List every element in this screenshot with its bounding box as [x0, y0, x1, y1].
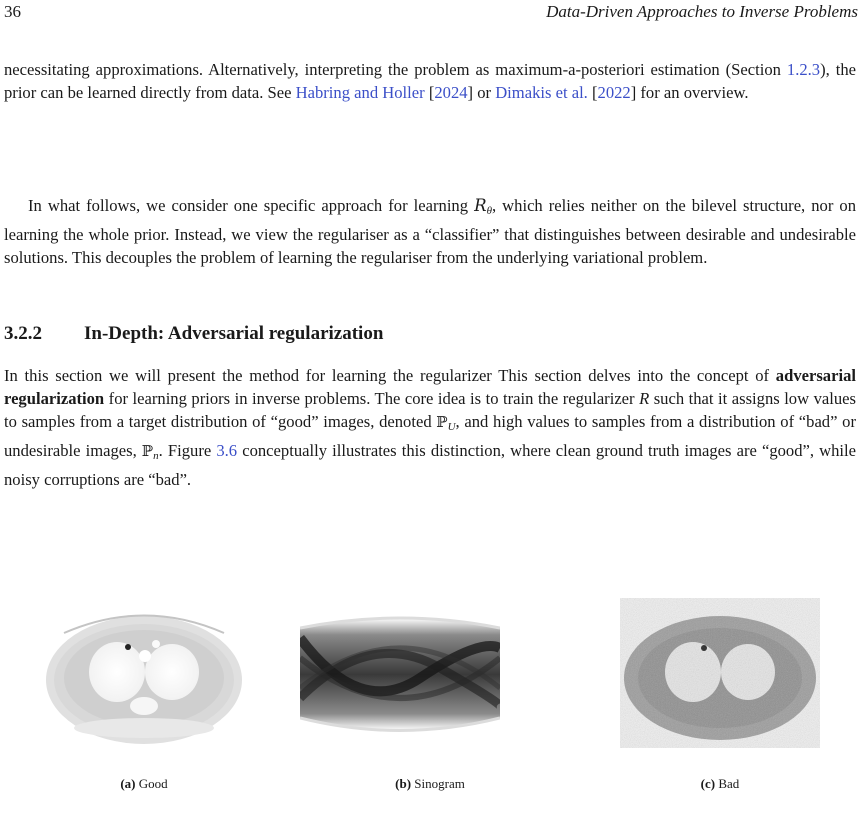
text-span: ] or — [467, 83, 496, 102]
figure-bad-noisy-image — [620, 598, 820, 748]
math-symbol-P: ℙ — [141, 442, 154, 460]
text-span: In what follows, we consider one specific approach for learning — [28, 196, 475, 215]
text-span: for learning priors in inverse problems. The core idea is to train the regularizer — [104, 389, 640, 408]
math-subscript-U: U — [447, 421, 456, 433]
text-span: In this section we will present the method for learning the regularizer This section delves into the concept of — [4, 366, 776, 385]
math-symbol-R: R — [639, 389, 650, 408]
caption-b — [330, 776, 530, 792]
text-span: . Figure — [158, 441, 217, 460]
citation-habring-year-link[interactable]: 2024 — [434, 83, 468, 102]
math-subscript-theta: θ — [486, 205, 492, 217]
caption-a — [44, 776, 244, 792]
paragraph-1 — [4, 58, 856, 104]
text-span: such that it assigns low values to samples from a target distribution of “good” images, denoted — [4, 389, 856, 431]
section-ref-link[interactable]: 1.2.3 — [786, 60, 821, 79]
caption-label: (b) — [395, 776, 412, 791]
figure-ref-link[interactable]: 3.6 — [216, 441, 238, 460]
text-span: [ — [587, 83, 598, 102]
figure-sinogram-image — [300, 598, 500, 748]
bold-term: adversarial regularization — [4, 366, 856, 408]
text-span: , which relies neither on the bilevel structure, nor on learning the whole prior. Instead, we view the regulariser as a “classifier” that distinguishes between desirable and undesirable solutions. This decouples the problem of learning the regulariser from the underlying variational problem. — [4, 196, 857, 267]
running-title: Data-Driven Approaches to Inverse Problems — [546, 2, 858, 21]
section-title: In-Depth: Adversarial regularization — [84, 323, 384, 344]
paragraph-3 — [4, 364, 856, 491]
caption-label: (a) — [120, 776, 136, 791]
text-span: necessitating approximations. Alternatively, interpreting the problem as maximum-a-posteriori estimation (Section — [4, 60, 787, 79]
page-header — [0, 2, 862, 26]
citation-dimakis-year-link[interactable]: 2022 — [597, 83, 631, 102]
page-number: 36 — [4, 2, 21, 21]
paragraph-2 — [4, 194, 856, 269]
caption-label: (c) — [700, 776, 716, 791]
section-heading — [4, 323, 383, 345]
caption-text: Good — [138, 776, 168, 791]
text-span: , and high values to samples from a distribution of “bad” or undesirable images, — [4, 412, 856, 460]
text-span: conceptually illustrates this distinction, where clean ground truth images are “good”, while noisy corruptions are “bad”. — [4, 441, 857, 489]
caption-c — [620, 776, 820, 792]
citation-habring-link[interactable]: Habring and Holler — [295, 83, 425, 102]
text-span: ] for an overview. — [630, 83, 749, 102]
caption-text: Bad — [718, 776, 740, 791]
section-number: 3.2.2 — [4, 323, 42, 344]
text-span: [ — [424, 83, 435, 102]
citation-dimakis-link[interactable]: Dimakis et al. — [495, 83, 588, 102]
math-symbol-P: ℙ — [436, 413, 448, 431]
math-subscript-n: n — [153, 450, 159, 462]
figure-good-ct-image — [44, 598, 244, 748]
text-span: ), the prior can be learned directly from data. See — [4, 60, 856, 102]
caption-text: Sinogram — [414, 776, 465, 791]
math-symbol-R: R — [474, 196, 487, 215]
